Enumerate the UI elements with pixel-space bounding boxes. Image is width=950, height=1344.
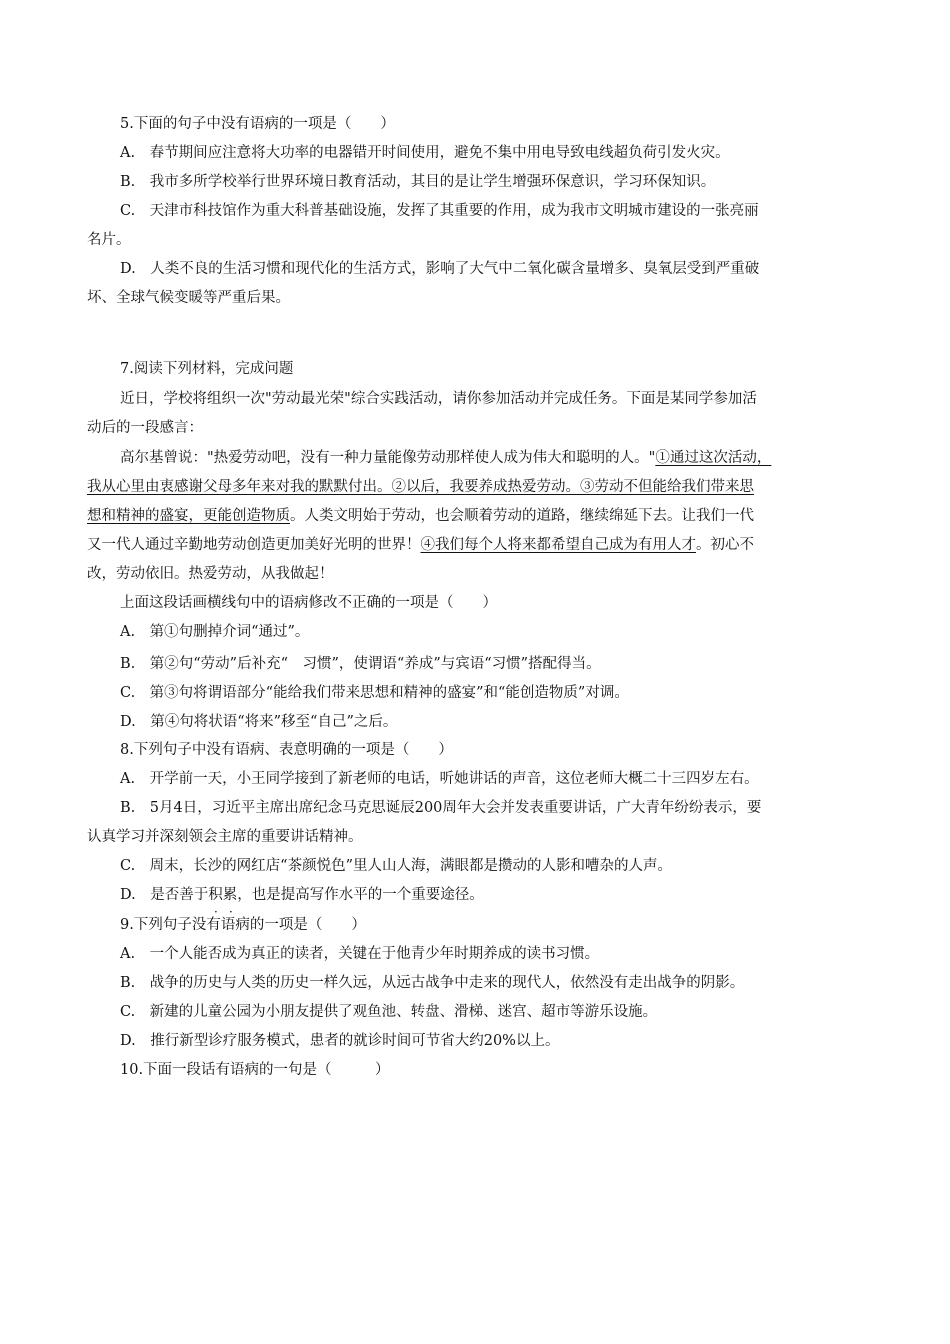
passage-text: 。人类文明始于劳动，也会顺着劳动的道路，继续绵延下去。让我们一代 — [290, 508, 754, 524]
q7-stem: 7.阅读下列材料，完成问题 — [120, 361, 294, 377]
q5-stem: 5.下面的句子中没有语病的一项是（ ） — [120, 116, 395, 132]
q5-option-a: A. 春节期间应注意将大功率的电器错开时间使用，避免不集中用电导致电线超负荷引发火灾。 — [120, 145, 730, 161]
q7-passage-line1 — [0, 448, 950, 468]
q5-option-b: B. 我市多所学校举行世界环境日教育活动，其目的是让学生增强环保意识，学习环保知识。 — [120, 174, 716, 190]
q9-stem: 9.下列句子没有语病的一项是（ ） — [120, 917, 366, 933]
q8-option-a: A. 开学前一天，小王同学接到了新老师的电话，听她讲话的声音，这位老师大概二十三四岁左右。 — [120, 771, 759, 787]
q7-passage-line5: 改，劳动依旧。热爱劳动，从我做起！ — [87, 566, 334, 582]
q5-option-c-line2: 名片。 — [87, 232, 131, 248]
q7-intro-line2: 动后的一段感言： — [87, 420, 203, 436]
q7-passage-line2 — [0, 477, 950, 497]
q9-option-b: B. 战争的历史与人类的历史一样久远，从远古战争中走来的现代人，依然没有走出战争的阴影。 — [120, 975, 745, 991]
q9-option-c: C. 新建的儿童公园为小朋友提供了观鱼池、转盘、滑梯、迷宫、超市等游乐设施。 — [120, 1004, 658, 1020]
q7-passage-line4 — [0, 535, 950, 555]
q9-option-d: D. 推行新型诊疗服务模式，患者的就诊时间可节省大约20%以上。 — [120, 1033, 560, 1049]
q5-option-c-line1: C. 天津市科技馆作为重大科普基础设施，发挥了其重要的作用，成为我市文明城市建设的一张亮丽 — [120, 203, 759, 219]
q8-stem: 8.下列句子中没有语病、表意明确的一项是（ ） — [120, 742, 453, 758]
passage-text: 又一代人通过辛勤地劳动创造更加美好光明的世界！ — [87, 537, 421, 553]
q7-option-a: A. 第①句删掉介词“通过”。 — [120, 624, 310, 640]
q8-option-b-line2: 认真学习并深刻领会主席的重要讲话精神。 — [87, 829, 363, 845]
q10-stem: 10.下面一段话有语病的一句是（ ） — [120, 1062, 390, 1078]
q8-option-d: D. 是否善于积累，也是提高写作水平的一个重要途径。 — [120, 887, 484, 903]
q5-option-d-line1: D. 人类不良的生活习惯和现代化的生活方式，影响了大气中二氧化碳含量增多、臭氧层受到严重破 — [120, 261, 760, 277]
q7-option-b: B. 第②句“劳动”后补充“ 习惯”，使谓语“养成”与宾语“习惯”搭配得当。 — [120, 656, 601, 672]
underlined-sentence: ④我们每个人将来都希望自己成为有用人才 — [420, 537, 696, 553]
emphasis-dot: · — [214, 905, 218, 919]
underlined-sentence: ①通过这次活动， — [655, 450, 772, 466]
underlined-sentence: 我从心里由衷感谢父母多年来对我的默默付出。②以后，我要养成热爱劳动。③劳动不但能给我们带来思 — [87, 479, 754, 495]
passage-text: 。初心不 — [696, 537, 754, 553]
q7-ask: 上面这段话画横线句中的语病修改不正确的一项是（ ） — [120, 595, 497, 611]
q5-option-d-line2: 坏、全球气候变暖等严重后果。 — [87, 290, 290, 306]
q9-option-a: A. 一个人能否成为真正的读者，关键在于他青少年时期养成的读书习惯。 — [120, 946, 600, 962]
q7-option-c: C. 第③句将谓语部分“能给我们带来思想和精神的盛宴”和“能创造物质”对调。 — [120, 685, 629, 701]
underlined-sentence: 想和精神的盛宴，更能创造物质 — [87, 508, 290, 524]
q7-passage-line3 — [0, 506, 950, 526]
q7-intro-line1: 近日，学校将组织一次"劳动最光荣"综合实践活动，请你参加活动并完成任务。下面是某同学参加活 — [120, 391, 757, 407]
q7-option-d: D. 第④句将状语“将来”移至“自己”之后。 — [120, 714, 398, 730]
passage-text: 高尔基曾说："热爱劳动吧，没有一种力量能像劳动那样使人成为伟大和聪明的人。" — [120, 450, 656, 466]
emphasis-dot: · — [229, 905, 233, 919]
q8-option-c: C. 周末，长沙的网红店“茶颜悦色”里人山人海，满眼都是攒动的人影和嘈杂的人声。 — [120, 858, 673, 874]
q8-option-b-line1: B. 5月4日，习近平主席出席纪念马克思诞辰200周年大会并发表重要讲话，广大青年纷纷表示，要 — [120, 800, 762, 816]
